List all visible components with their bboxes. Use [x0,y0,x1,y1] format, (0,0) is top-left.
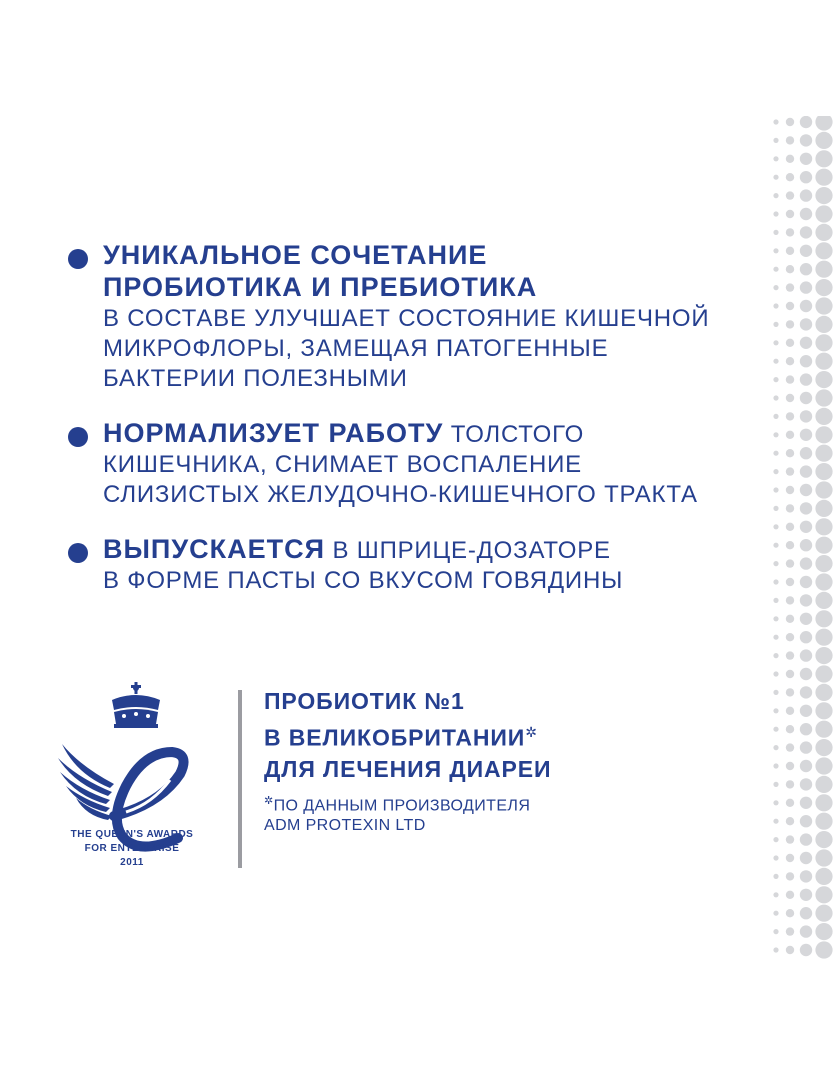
halftone-dot [786,375,794,383]
halftone-dot [786,854,794,862]
halftone-dot [773,598,778,603]
halftone-dot [786,615,794,623]
halftone-dot [773,671,778,676]
halftone-dot [815,868,832,885]
halftone-dot [815,279,832,296]
halftone-dot [786,762,794,770]
halftone-dot [800,889,812,901]
halftone-dot [786,357,794,365]
halftone-dot [815,150,832,167]
halftone-dot [773,359,778,364]
halftone-dot [773,690,778,695]
halftone-dot [773,524,778,529]
halftone-dot [786,247,794,255]
halftone-dot [786,541,794,549]
feature-item [68,240,748,394]
halftone-dot [800,392,812,404]
award-caption-line: 2011 [120,857,144,868]
halftone-dot [786,817,794,825]
halftone-dot [773,340,778,345]
claim-line: ДЛЯ ЛЕЧЕНИЯ ДИАРЕИ [264,755,552,782]
halftone-dot [786,467,794,475]
halftone-dot [786,946,794,954]
halftone-dot [786,927,794,935]
halftone-dot [800,116,812,128]
halftone-dot [773,892,778,897]
halftone-dot [773,322,778,327]
halftone-dot [815,886,832,903]
halftone-dot [815,463,832,480]
halftone-dot [773,727,778,732]
footnote-text: ПО ДАННЫМ ПРОИЗВОДИТЕЛЯ [273,796,531,814]
halftone-dot [800,686,812,698]
halftone-dot [786,431,794,439]
halftone-dot [773,745,778,750]
halftone-dot [786,486,794,494]
halftone-dot [786,909,794,917]
halftone-dot [815,132,832,149]
footnote-line [264,791,551,816]
halftone-dot [786,155,794,163]
halftone-dot [773,377,778,382]
halftone-dot [786,670,794,678]
halftone-dot [786,394,794,402]
halftone-dot [786,504,794,512]
halftone-dot [786,228,794,236]
halftone-dot [800,760,812,772]
feature-text: В ФОРМЕ ПАСТЫ СО ВКУСОМ ГОВЯДИНЫ [103,567,624,594]
halftone-dot [773,469,778,474]
claim-line: В ВЕЛИКОБРИТАНИИ [264,724,526,751]
halftone-dot [815,261,832,278]
feature-line [103,304,748,334]
feature-text: БАКТЕРИИ ПОЛЕЗНЫМИ [103,365,408,392]
claim-line-with-footnote [264,717,551,754]
halftone-dot [815,684,832,701]
halftone-dot [800,134,812,146]
halftone-dot [773,911,778,916]
halftone-dot [786,265,794,273]
halftone-dot [800,944,812,956]
feature-highlight-text: ВЫПУСКАЕТСЯ [103,534,326,564]
halftone-dot [800,539,812,551]
halftone-dot [815,537,832,554]
halftone-dot [800,189,812,201]
halftone-dot [786,725,794,733]
halftone-dot-pattern [770,116,840,964]
halftone-dot [786,523,794,531]
halftone-dot [773,543,778,548]
halftone-dot [786,633,794,641]
halftone-dot [800,355,812,367]
halftone-dot [800,852,812,864]
halftone-dot [786,118,794,126]
halftone-dot [815,647,832,664]
halftone-dot [800,741,812,753]
halftone-dot [815,116,832,131]
halftone-dot [786,799,794,807]
feature-text: В ШПРИЦЕ-ДОЗАТОРЕ [325,537,611,564]
feature-line [103,450,748,480]
halftone-dot [773,837,778,842]
halftone-dot [800,631,812,643]
feature-item [68,534,748,596]
halftone-dot [773,303,778,308]
award-caption-line: THE QUEEN'S AWARDS [70,829,194,840]
halftone-dot [800,245,812,257]
halftone-dot [773,800,778,805]
halftone-dot [800,723,812,735]
halftone-dot [786,651,794,659]
halftone-dot [800,153,812,165]
halftone-dot [773,782,778,787]
halftone-dot [800,300,812,312]
halftone-dot [815,242,832,259]
halftone-dot [773,285,778,290]
halftone-dot [815,665,832,682]
halftone-dot [786,688,794,696]
halftone-dot [800,226,812,238]
halftone-dot [773,874,778,879]
halftone-dot [800,576,812,588]
halftone-dot [773,175,778,180]
feature-highlight-text: НОРМАЛИЗУЕТ РАБОТУ [103,418,444,448]
halftone-dot [773,451,778,456]
halftone-dot [800,649,812,661]
halftone-dot [815,334,832,351]
halftone-dot [773,487,778,492]
halftone-dot [800,447,812,459]
halftone-dot [815,224,832,241]
feature-text: КИШЕЧНИКА, СНИМАЕТ ВОСПАЛЕНИЕ [103,451,582,478]
halftone-dot [815,500,832,517]
halftone-dot [815,481,832,498]
halftone-dot [815,610,832,627]
halftone-dot [800,797,812,809]
halftone-dot [800,833,812,845]
halftone-dot [800,171,812,183]
halftone-dot [800,705,812,717]
bullet-dot-icon [68,249,88,269]
halftone-dot [800,594,812,606]
feature-line [103,418,748,450]
feature-line [103,534,748,566]
halftone-dot [800,557,812,569]
feature-line [103,272,748,304]
halftone-dot [815,297,832,314]
halftone-dot [773,819,778,824]
claim-line: ПРОБИОТИК №1 [264,688,465,714]
halftone-dot [786,707,794,715]
feature-item [68,418,748,510]
footnote-mark: ✲ [525,724,538,740]
vertical-divider [238,690,242,868]
halftone-dot [815,757,832,774]
feature-text: СЛИЗИСТЫХ ЖЕЛУДОЧНО-КИШЕЧНОГО ТРАКТА [103,481,698,508]
halftone-dot [800,815,812,827]
halftone-dot [800,208,812,220]
feature-list [68,240,748,620]
halftone-dot [800,318,812,330]
award-caption [58,828,206,870]
halftone-dot [800,281,812,293]
halftone-dot [800,263,812,275]
halftone-dot [815,702,832,719]
halftone-dot [786,743,794,751]
feature-highlight-text: УНИКАЛЬНОЕ СОЧЕТАНИЕ [103,240,488,270]
halftone-dot [815,353,832,370]
halftone-dot [815,905,832,922]
halftone-dot [815,555,832,572]
halftone-dot [773,230,778,235]
halftone-dot [815,518,832,535]
halftone-dot [815,923,832,940]
halftone-dot [786,283,794,291]
halftone-dot [815,941,832,958]
halftone-dot [815,776,832,793]
halftone-dot [773,653,778,658]
halftone-dot [786,835,794,843]
feature-text: В СОСТАВЕ УЛУЧШАЕТ СОСТОЯНИЕ КИШЕЧНОЙ [103,305,710,332]
halftone-dot [773,138,778,143]
halftone-dot [815,849,832,866]
halftone-dot [773,947,778,952]
halftone-dot [815,794,832,811]
halftone-dot [815,831,832,848]
halftone-dot [786,320,794,328]
halftone-dot [786,596,794,604]
halftone-dot [773,156,778,161]
footnote-line: ADM PROTEXIN LTD [264,816,426,834]
feature-line [103,566,748,596]
halftone-dot [815,205,832,222]
halftone-dot [773,211,778,216]
halftone-dot [773,414,778,419]
halftone-dot [800,410,812,422]
halftone-dot [815,592,832,609]
halftone-dot [786,210,794,218]
halftone-dot [786,872,794,880]
halftone-dot [786,302,794,310]
halftone-dot [773,506,778,511]
halftone-dot [800,465,812,477]
halftone-dot [800,668,812,680]
halftone-dot [800,521,812,533]
halftone-dot [815,629,832,646]
halftone-dot [800,870,812,882]
feature-text: ТОЛСТОГО [443,421,585,448]
halftone-dot [773,119,778,124]
halftone-dot [786,578,794,586]
halftone-dot [815,445,832,462]
halftone-dot [815,739,832,756]
halftone-dot [815,408,832,425]
claim-block [264,686,551,836]
halftone-dot [800,778,812,790]
halftone-dot [815,316,832,333]
feature-line [103,240,748,272]
halftone-dot [773,395,778,400]
halftone-dot [773,616,778,621]
feature-line [103,334,748,364]
halftone-dot [773,248,778,253]
halftone-dot [773,432,778,437]
halftone-dot [773,561,778,566]
halftone-dot [786,136,794,144]
feature-line [103,480,748,510]
halftone-dot [800,613,812,625]
halftone-dot [786,891,794,899]
bullet-dot-icon [68,427,88,447]
halftone-dot [773,267,778,272]
halftone-dot [800,502,812,514]
feature-line [103,364,748,394]
halftone-dot [773,579,778,584]
halftone-dot [815,426,832,443]
halftone-dot [773,855,778,860]
feature-text: МИКРОФЛОРЫ, ЗАМЕЩАЯ ПАТОГЕННЫЕ [103,335,609,362]
halftone-dot [815,573,832,590]
halftone-dot [800,484,812,496]
halftone-dot [773,763,778,768]
feature-highlight-text: ПРОБИОТИКА И ПРЕБИОТИКА [103,272,538,302]
halftone-dot [800,925,812,937]
halftone-dot [815,721,832,738]
halftone-dot [815,169,832,186]
award-caption-line: FOR ENTERPRISE [84,843,180,854]
halftone-dot [815,187,832,204]
halftone-dot [773,708,778,713]
halftone-dot [773,193,778,198]
bullet-dot-icon [68,543,88,563]
halftone-dot [773,929,778,934]
halftone-dot [786,339,794,347]
footnote-mark: ✲ [264,794,274,807]
halftone-dot [800,907,812,919]
halftone-dot [786,559,794,567]
halftone-dot [786,449,794,457]
halftone-dot [815,389,832,406]
halftone-dot [773,635,778,640]
halftone-dot [800,337,812,349]
halftone-dot [800,429,812,441]
halftone-dot [815,371,832,388]
halftone-dot [800,373,812,385]
footnote [264,791,551,836]
halftone-dot [815,813,832,830]
halftone-dot [786,173,794,181]
halftone-dot [786,412,794,420]
halftone-dot [786,780,794,788]
halftone-dot [786,191,794,199]
